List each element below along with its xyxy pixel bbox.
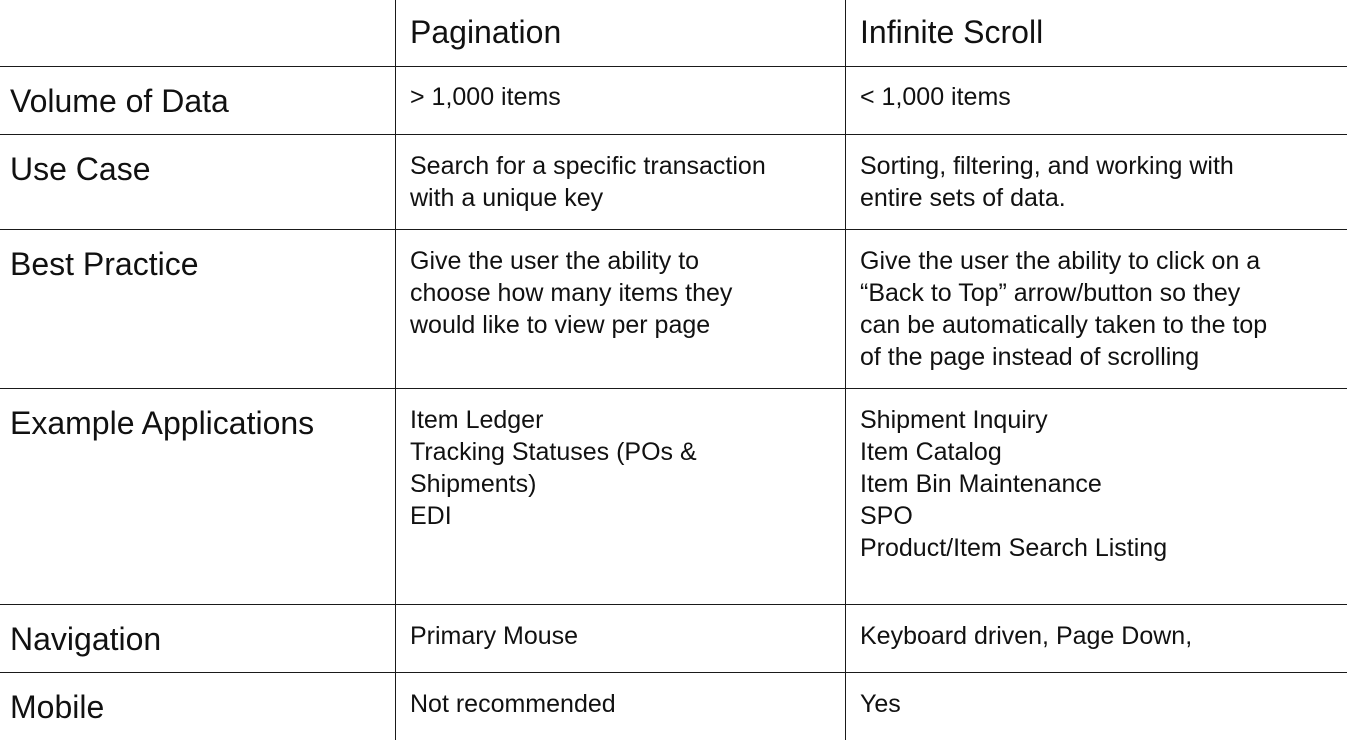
cell-line: Keyboard driven, Page Down,: [860, 622, 1193, 650]
cell-line: choose how many items they: [410, 279, 733, 307]
row-label: Volume of Data: [10, 83, 229, 119]
cell-line: EDI: [410, 502, 452, 530]
cell-line: Primary Mouse: [410, 622, 579, 650]
cell-line: Yes: [860, 690, 901, 718]
cell-line: of the page instead of scrolling: [860, 343, 1200, 371]
header-row: [0, 0, 1347, 66]
pagination-cell: [395, 135, 845, 229]
cell-line: entire sets of data.: [860, 184, 1066, 212]
row-label: Example Applications: [10, 405, 315, 441]
header-pagination: Pagination: [395, 0, 845, 66]
cell-line: Item Catalog: [860, 438, 1002, 466]
row-label-cell: [0, 673, 395, 740]
table-row: [0, 389, 1347, 604]
table-row: [0, 67, 1347, 134]
pagination-cell: [395, 389, 845, 604]
header-infinite-scroll: Infinite Scroll: [845, 0, 1347, 66]
row-label-cell: [0, 230, 395, 388]
infinite-scroll-cell: [845, 673, 1347, 740]
cell-line: “Back to Top” arrow/button so they: [860, 279, 1241, 307]
pagination-cell: [395, 673, 845, 740]
row-label: Use Case: [10, 151, 151, 187]
row-label-cell: [0, 135, 395, 229]
table-row: [0, 605, 1347, 672]
infinite-scroll-cell: [845, 135, 1347, 229]
cell-line: Product/Item Search Listing: [860, 534, 1168, 562]
cell-line: Search for a specific transaction: [410, 152, 766, 180]
cell-line: SPO: [860, 502, 913, 530]
cell-line: Not recommended: [410, 690, 616, 718]
cell-line: would like to view per page: [410, 311, 711, 339]
row-label-cell: [0, 389, 395, 604]
cell-line: Give the user the ability to click on a: [860, 247, 1261, 275]
row-label: Navigation: [10, 621, 162, 657]
cell-line: Tracking Statuses (POs &: [410, 438, 697, 466]
cell-line: Shipments): [410, 470, 537, 498]
table-row: [0, 135, 1347, 229]
pagination-cell: [395, 230, 845, 388]
row-label-cell: [0, 67, 395, 134]
cell-line: can be automatically taken to the top: [860, 311, 1268, 339]
cell-line: Sorting, filtering, and working with: [860, 152, 1234, 180]
row-label-cell: [0, 605, 395, 672]
pagination-cell: [395, 605, 845, 672]
cell-line: Shipment Inquiry: [860, 406, 1048, 434]
cell-line: Item Ledger: [410, 406, 544, 434]
cell-line: Give the user the ability to: [410, 247, 700, 275]
pagination-cell: [395, 67, 845, 134]
infinite-scroll-cell: [845, 605, 1347, 672]
infinite-scroll-cell: [845, 67, 1347, 134]
header-empty-cell: [0, 0, 395, 66]
infinite-scroll-cell: [845, 389, 1347, 604]
cell-line: Item Bin Maintenance: [860, 470, 1102, 498]
cell-line: with a unique key: [410, 184, 604, 212]
table-row: [0, 230, 1347, 388]
cell-line: < 1,000 items: [860, 83, 1011, 111]
table-row: [0, 673, 1347, 740]
infinite-scroll-cell: [845, 230, 1347, 388]
row-label: Mobile: [10, 689, 105, 725]
row-label: Best Practice: [10, 246, 199, 282]
cell-line: > 1,000 items: [410, 83, 561, 111]
